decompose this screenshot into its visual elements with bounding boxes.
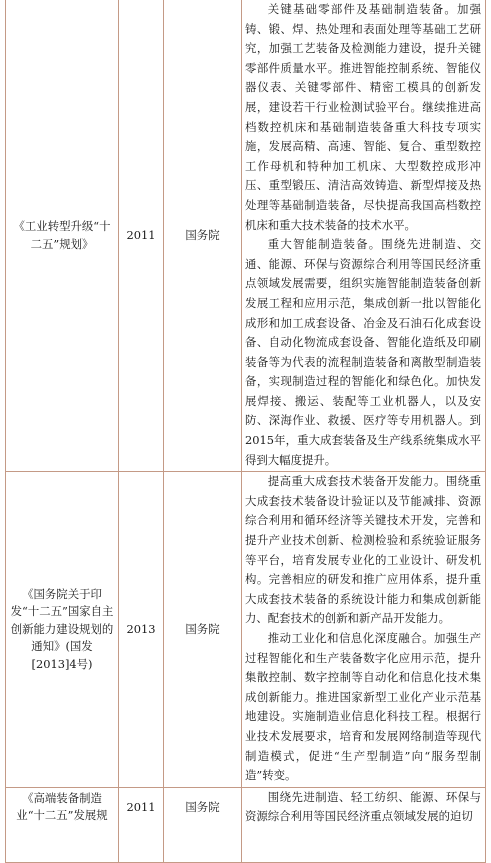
policy-content-cell xyxy=(242,787,486,862)
policy-name-cell: 《高端装备制造业“十二五”发展规 xyxy=(6,787,119,862)
department-cell: 国务院 xyxy=(164,472,242,788)
table-row xyxy=(6,472,486,788)
policy-name-cell: 《工业转型升级“十二五”规划》 xyxy=(6,0,119,472)
table-row xyxy=(6,0,486,472)
policy-content-cell xyxy=(242,472,486,788)
year-cell: 2013 xyxy=(119,472,164,788)
year-cell: 2011 xyxy=(119,0,164,472)
content-paragraph: 围绕先进制造、轻工纺织、能源、环保与资源综合利用等国民经济重点领域发展的迫切 xyxy=(245,789,481,824)
policy-content-cell xyxy=(242,0,486,472)
policy-name-cell: 《国务院关于印发“十二五”国家自主创新能力建设规划的通知》(国发[2013]4号) xyxy=(6,472,119,788)
content-paragraph: 重大智能制造装备。围绕先进制造、交通、能源、环保与资源综合利用等国民经济重点领域发展需要，组织实施智能制造装备创新发展工程和应用示范，集成创新一批以智能化成形和加工成套设备、冶金及石油石化成套设备、自动化物流成套设备、智能化造纸及印刷装备等为代表的流程制造装备和离散型制造装备，实现制造过程的智能化和绿色化。加快发展焊接、搬运、装配等工业机器人，以及安防、深海作业、救援、医疗等专用机器人。到2015年，重大成套装备及生产线系统集成水平得到大幅度提升。 xyxy=(245,237,481,467)
department-cell: 国务院 xyxy=(164,787,242,862)
policy-table xyxy=(5,0,486,863)
content-paragraph: 提高重大成套技术装备开发能力。围绕重大成套技术装备设计验证以及节能减排、资源综合利用和循环经济等关键技术开发，完善和提升产业技术创新、检测检验和系统验证服务等平台，培育发展专业化的工业设计、研发机构。完善相应的研发和推广应用体系，提升重大成套技术装备的系统设计能力和集成创新能力、配套技术的创新和新产品开发能力。 xyxy=(245,474,481,626)
department-cell: 国务院 xyxy=(164,0,242,472)
content-paragraph: 推动工业化和信息化深度融合。加强生产过程智能化和生产装备数字化应用示范，提升集散控制、数字控制等自动化和信息化技术集成创新能力。推进国家新型工业化产业示范基地建设。实施制造业信息化科技工程。根据行业技术发展要求，培育和发展网络制造等现代制造模式，促进“生产型制造”向“服务型制造”转变。 xyxy=(245,631,481,783)
year-cell: 2011 xyxy=(119,787,164,862)
table-row xyxy=(6,787,486,862)
content-paragraph: 关键基础零部件及基础制造装备。加强铸、锻、焊、热处理和表面处理等基础工艺研究，加强工艺装备及检测能力建设，提升关键零部件质量水平。推进智能控制系统、智能仪器仪表、关键零部件、精密工模具的创新发展，建设若干行业检测试验平台。继续推进高档数控机床和基础制造装备重大科技专项实施，发展高精、高速、智能、复合、重型数控工作母机和特种加工机床、大型数控成形冲压、重型锻压、清洁高效铸造、新型焊接及热处理等基础制造装备，尽快提高我国高档数控机床和重大技术装备的技术水平。 xyxy=(245,2,481,232)
